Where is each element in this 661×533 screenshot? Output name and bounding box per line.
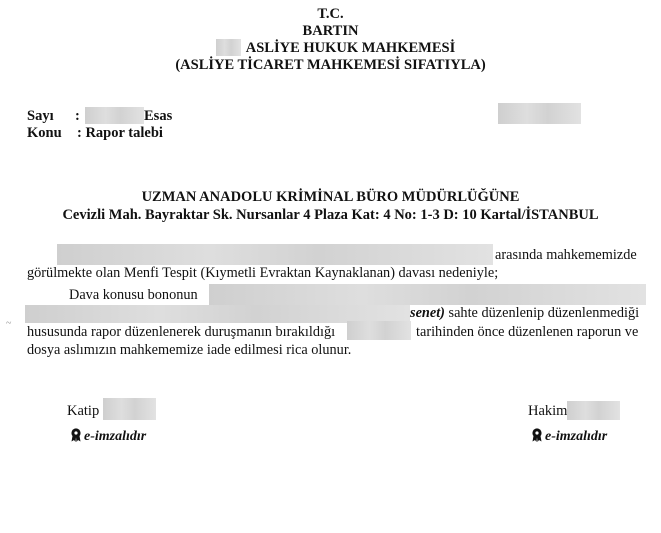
redacted-parties	[57, 244, 493, 265]
katip-esignature	[70, 428, 146, 445]
header-court: ASLİYE HUKUK MAHKEMESİ	[245, 40, 456, 56]
header-tc: T.C.	[317, 6, 344, 22]
body-p2-line4: dosya aslımızın mahkememize iade edilmesi rica olunur.	[27, 342, 352, 358]
katip-label: Katip	[67, 403, 100, 419]
hakim-eimza-text: e-imzalıdır	[545, 429, 608, 444]
body-p1-line2: görülmekte olan Menfi Tespit (Kıymetli Evraktan Kaynaklanan) davası nedeniyle;	[27, 265, 499, 281]
body-p2-line1-start: Dava konusu bononun	[69, 287, 198, 303]
body-p1-line1-end: arasında mahkememizde	[495, 247, 637, 263]
recipient-address: Cevizli Mah. Bayraktar Sk. Nursanlar 4 Plaza Kat: 4 No: 1-3 D: 10 Kartal/İSTANBUL	[62, 207, 599, 223]
body-p2-line2	[410, 305, 639, 322]
senet-word: senet)	[410, 305, 445, 321]
sayi-label: Sayı	[27, 108, 54, 124]
katip-eimza-text: e-imzalıdır	[84, 429, 147, 444]
seal-icon	[70, 428, 82, 442]
body-p2-line3-end: tarihinden önce düzenlenen raporun ve	[416, 324, 639, 340]
margin-mark: ~	[6, 318, 12, 329]
hakim-label: Hakim	[528, 403, 568, 419]
body-p2-line3-start: hususunda rapor düzenlenerek duruşmanın bırakıldığı	[27, 324, 336, 340]
konu-value: : Rapor talebi	[77, 125, 163, 141]
redacted-case-number	[85, 107, 144, 124]
redacted-date	[498, 103, 581, 124]
body-p2-line2-end: sahte düzenlenip düzenlenmediği	[444, 305, 640, 321]
sayi-colon: :	[75, 108, 80, 124]
seal-icon	[531, 428, 543, 442]
header-city: BARTIN	[302, 23, 359, 39]
redacted-note-details-1	[209, 284, 646, 305]
header-court-role: (ASLİYE TİCARET MAHKEMESİ SIFATIYLA)	[175, 57, 486, 73]
redacted-hearing-date	[347, 321, 411, 340]
sayi-suffix: Esas	[144, 108, 173, 124]
redacted-katip-name	[103, 398, 156, 420]
recipient-title: UZMAN ANADOLU KRİMİNAL BÜRO MÜDÜRLÜĞÜNE	[141, 189, 520, 205]
hakim-esignature	[531, 428, 607, 445]
konu-label: Konu	[27, 125, 62, 141]
redacted-hakim-name	[567, 401, 620, 420]
